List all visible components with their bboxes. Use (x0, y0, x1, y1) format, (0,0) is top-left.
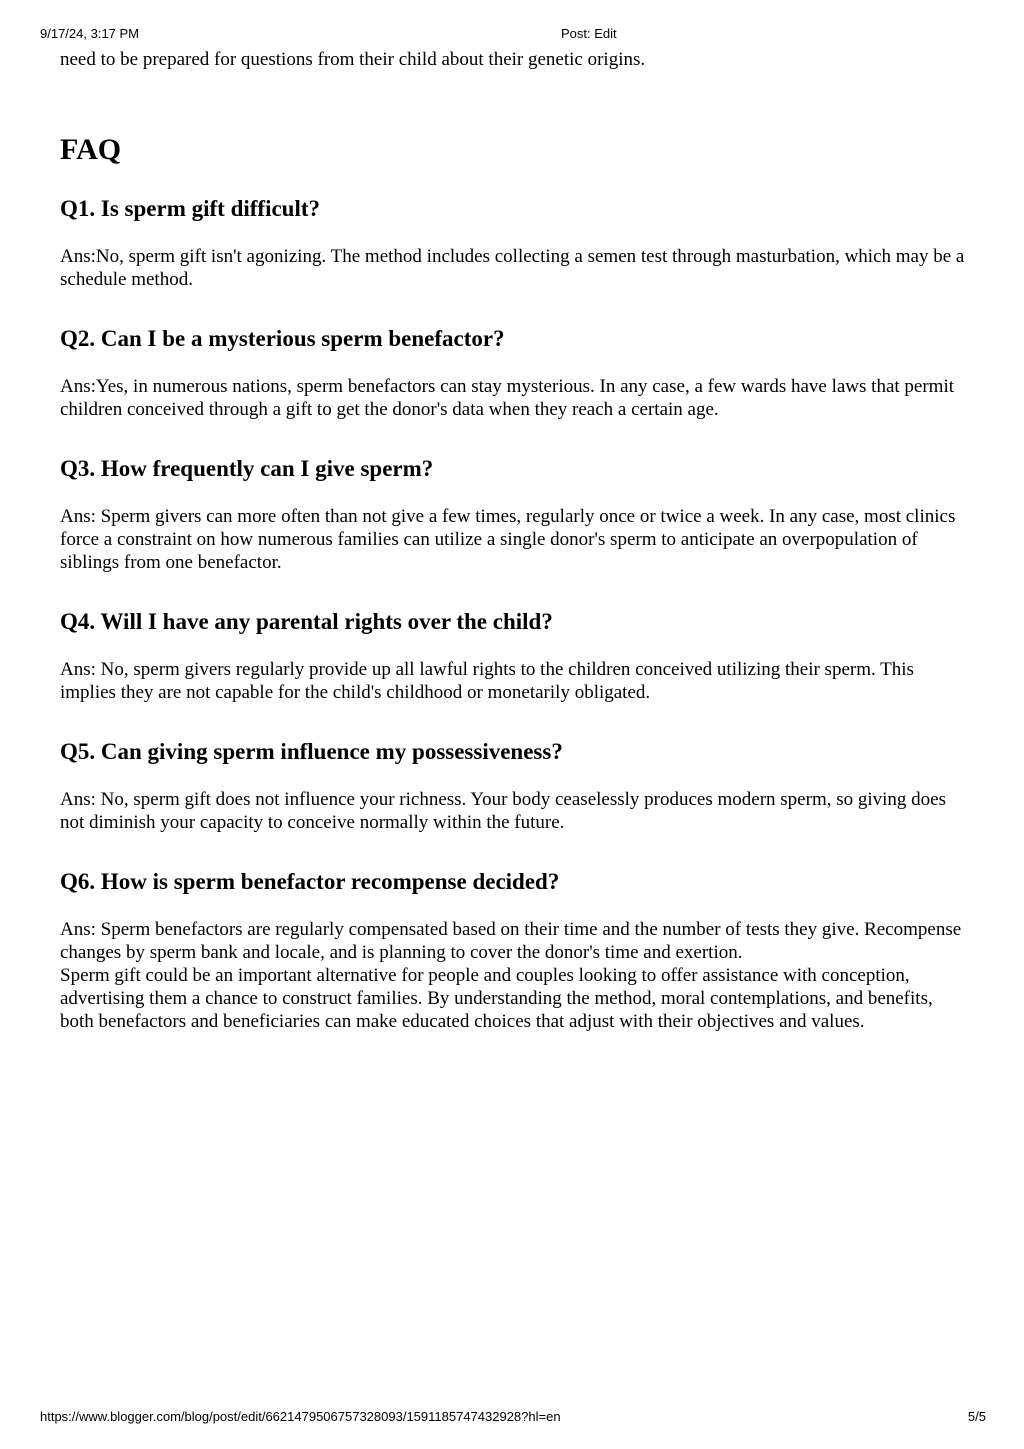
faq-heading: FAQ (60, 133, 122, 166)
faq-question: Q6. How is sperm benefactor recompense decided? (60, 869, 560, 894)
faq-question: Q5. Can giving sperm influence my possessiveness? (60, 739, 563, 764)
faq-item-4 (60, 608, 970, 704)
faq-question: Q3. How frequently can I give sperm? (60, 456, 434, 481)
faq-answer: Ans: No, sperm gift does not influence your richness. Your body ceaselessly produces modern sperm, so giving does not diminish your capacity to conceive normally within the future. (60, 789, 946, 833)
faq-answer: Ans:Yes, in numerous nations, sperm benefactors can stay mysterious. In any case, a few wards have laws that permit children conceived through a gift to get the donor's data when they reach a certain age. (60, 376, 955, 420)
faq-item-3 (60, 455, 970, 574)
faq-answer: Ans: No, sperm givers regularly provide up all lawful rights to the children conceived utilizing their sperm. This implies they are not capable for the child's childhood or monetarily obligated. (60, 659, 914, 703)
closing-paragraph: Sperm gift could be an important alternative for people and couples looking to offer assistance with conception, advertising them a chance to construct families. By understanding the method, moral contemplations, and benefits, both benefactors and beneficiaries can make educated choices that adjust with their objectives and values. (60, 965, 933, 1032)
print-page-title: Post: Edit (561, 26, 617, 41)
faq-answer: Ans:No, sperm gift isn't agonizing. The method includes collecting a semen test through masturbation, which may be a schedule method. (60, 246, 965, 290)
faq-item-6 (60, 868, 970, 1033)
faq-item-2 (60, 325, 970, 421)
print-header (40, 26, 986, 42)
post-content (60, 48, 970, 1033)
faq-question: Q1. Is sperm gift difficult? (60, 196, 321, 221)
faq-item-1 (60, 195, 970, 291)
faq-item-5 (60, 738, 970, 834)
print-footer (40, 1409, 986, 1425)
faq-answer: Ans: Sperm givers can more often than not give a few times, regularly once or twice a week. In any case, most clinics force a constraint on how numerous families can utilize a single donor's sperm to anticipate an overpopulation of siblings from one benefactor. (60, 506, 956, 573)
print-page-number: 5/5 (967, 1409, 986, 1424)
print-datetime: 9/17/24, 3:17 PM (40, 26, 140, 41)
intro-paragraph-tail: need to be prepared for questions from their child about their genetic origins. (60, 49, 646, 70)
faq-answer: Ans: Sperm benefactors are regularly compensated based on their time and the number of tests they give. Recompense changes by sperm bank and locale, and is planning to cover the donor's time and exertion. (60, 919, 962, 963)
faq-question: Q2. Can I be a mysterious sperm benefactor? (60, 326, 505, 351)
faq-question: Q4. Will I have any parental rights over the child? (60, 609, 553, 634)
print-url: https://www.blogger.com/blog/post/edit/6621479506757328093/1591185747432928?hl=en (40, 1409, 561, 1424)
